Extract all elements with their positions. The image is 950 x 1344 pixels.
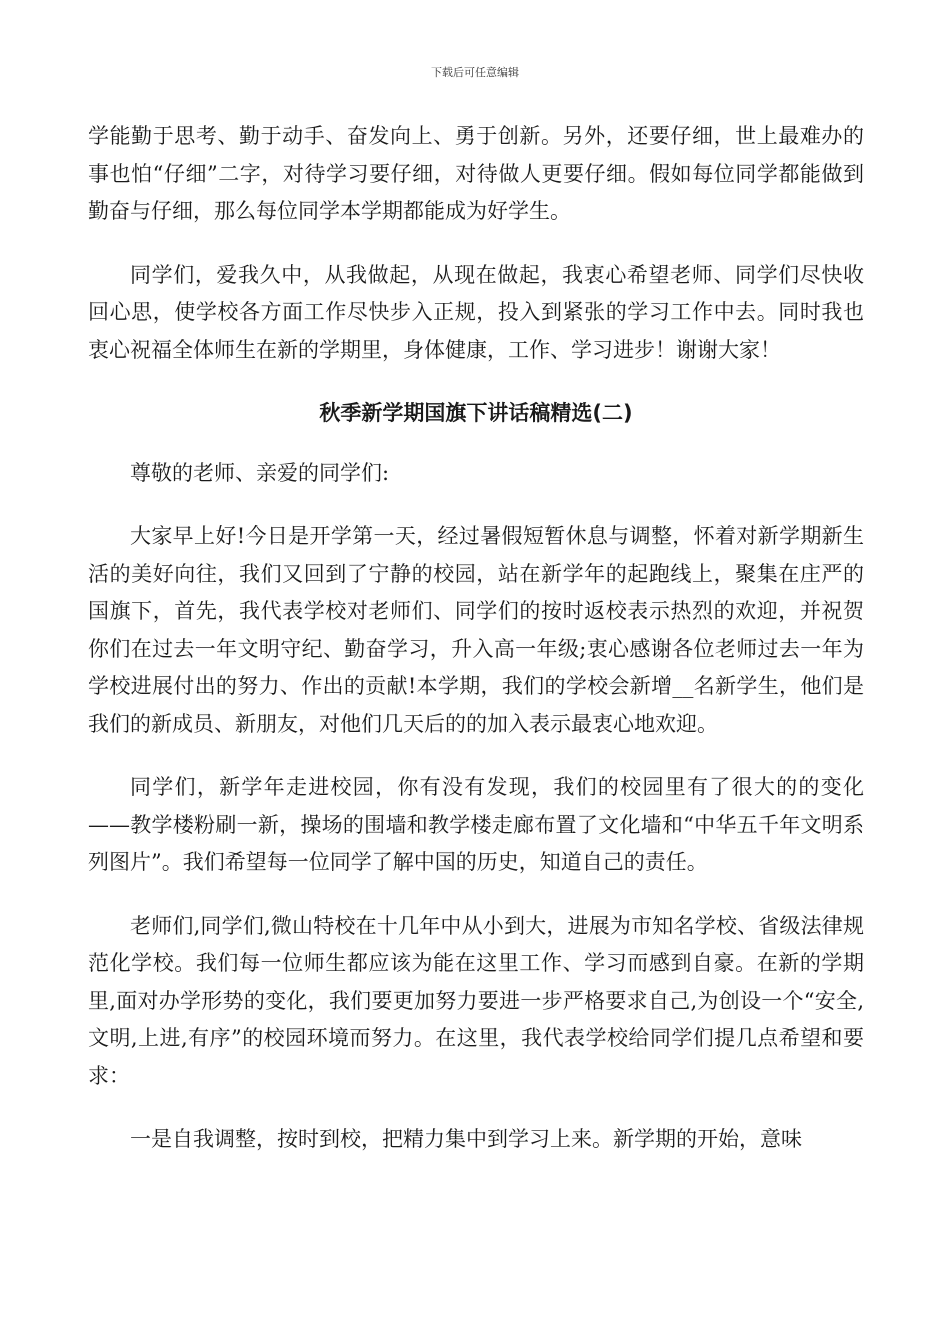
paragraph-closing: 同学们，爱我久中，从我做起，从现在做起，我衷心希望老师、同学们尽快收回心思，使学校各方面工作尽快步入正规，投入到紧张的学习工作中去。同时我也衷心祝福全体师生在新的学期里，身体健康，工作、学习进步！谢谢大家！ xyxy=(88,262,864,362)
paragraph-salutation: 尊敬的老师、亲爱的同学们: xyxy=(130,460,390,485)
paragraph-continued: 学能勤于思考、勤于动手、奋发向上、勇于创新。另外，还要仔细，世上最难办的事也怕“仔细”二字，对待学习要仔细，对待做人更要仔细。假如每位同学都能做到勤奋与仔细，那么每位同学本学期都能成为好学生。 xyxy=(88,124,864,223)
paragraph-campus-changes: 同学们，新学年走进校园，你有没有发现，我们的校园里有了很大的的变化——教学楼粉刷一新，操场的围墙和教学楼走廊布置了文化墙和“中华五千年文明系列图片”。我们希望每一位同学了解中国的历史，知道自己的责任。 xyxy=(88,775,864,874)
paragraph-greeting: 大家早上好!今日是开学第一天，经过暑假短暂休息与调整，怀着对新学期新生活的美好向往，我们又回到了宁静的校园，站在新学年的起跑线上，聚集在庄严的国旗下，首先，我代表学校对老师们、同学们的按时返校表示热烈的欢迎，并祝贺你们在过去一年文明守纪、勤奋学习，升入高一年级;衷心感谢各位老师过去一年为学校进展付出的努力、作出的贡献!本学期，我们的学校会新增__名新学生，他们是我们的新成员、新朋友，对他们几天后的的加入表示最衷心地欢迎。 xyxy=(88,524,864,736)
paragraph-school-development: 老师们,同学们,微山特校在十几年中从小到大，进展为市知名学校、省级法律规范化学校。我们每一位师生都应该为能在这里工作、学习而感到自豪。在新的学期里,面对办学形势的变化，我们要更加努力要进一步严格要求自己,为创设一个“安全,文明,上进,有序”的校园环境而努力。在这里，我代表学校给同学们提几点希望和要求： xyxy=(88,913,864,1088)
paragraph-point-one: 一是自我调整，按时到校，把精力集中到学习上来。新学期的开始，意味 xyxy=(130,1127,802,1151)
section-title: 秋季新学期国旗下讲话稿精选(二) xyxy=(319,401,633,425)
page-header-note: 下载后可任意编辑 xyxy=(431,66,519,79)
document-body xyxy=(88,118,864,1185)
